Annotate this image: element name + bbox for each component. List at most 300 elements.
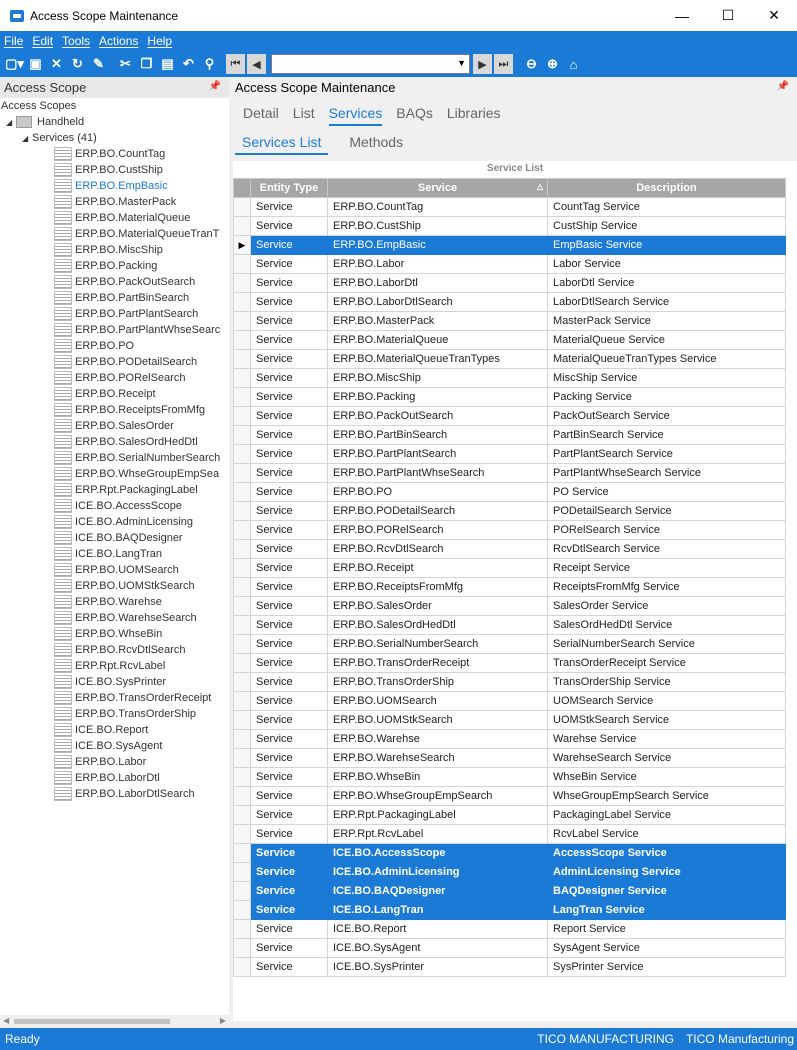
column-header-entity-type[interactable]: Entity Type (251, 179, 328, 198)
tree-item[interactable] (0, 338, 229, 354)
cut-icon[interactable]: ✂ (120, 56, 131, 71)
row-indicator[interactable] (234, 464, 251, 483)
subtab-services-list[interactable]: Services List (235, 134, 328, 155)
cell-service[interactable]: ERP.BO.WarehseSearch (328, 749, 548, 768)
close-button[interactable]: ✕ (768, 7, 780, 23)
cell-entity-type[interactable]: Service (251, 673, 328, 692)
row-indicator[interactable] (234, 844, 251, 863)
tree-item[interactable] (0, 514, 229, 530)
cell-entity-type[interactable]: Service (251, 863, 328, 882)
cell-service[interactable]: ERP.BO.SalesOrdHedDtl (328, 616, 548, 635)
tree-item[interactable] (0, 210, 229, 226)
table-row[interactable] (234, 730, 786, 749)
cell-description[interactable]: UOMSearch Service (548, 692, 786, 711)
table-row[interactable] (234, 293, 786, 312)
cell-description[interactable]: Packing Service (548, 388, 786, 407)
cell-description[interactable]: UOMStkSearch Service (548, 711, 786, 730)
scroll-right-icon[interactable]: ▶ (219, 1016, 226, 1025)
tree-item[interactable] (0, 642, 229, 658)
table-row[interactable] (234, 217, 786, 236)
cell-service[interactable]: ERP.BO.Labor (328, 255, 548, 274)
tree-item[interactable] (0, 562, 229, 578)
cell-entity-type[interactable]: Service (251, 882, 328, 901)
cell-service[interactable]: ICE.BO.Report (328, 920, 548, 939)
table-row[interactable] (234, 274, 786, 293)
table-row[interactable] (234, 540, 786, 559)
tree-item[interactable] (0, 530, 229, 546)
minimize-button[interactable]: — (675, 7, 689, 24)
table-row[interactable] (234, 559, 786, 578)
table-row[interactable] (234, 825, 786, 844)
table-row[interactable] (234, 407, 786, 426)
cell-service[interactable]: ERP.BO.MaterialQueueTranTypes (328, 350, 548, 369)
table-row[interactable] (234, 863, 786, 882)
clear-icon[interactable]: ✎ (93, 56, 104, 71)
cell-description[interactable]: RcvLabel Service (548, 825, 786, 844)
tree-item[interactable] (0, 578, 229, 594)
cell-service[interactable]: ERP.BO.WhseBin (328, 768, 548, 787)
cell-description[interactable]: PackagingLabel Service (548, 806, 786, 825)
tab-detail[interactable]: Detail (243, 105, 279, 121)
tab-list[interactable]: List (292, 105, 315, 121)
cell-service[interactable]: ICE.BO.LangTran (328, 901, 548, 920)
tree-item[interactable] (0, 450, 229, 466)
pin-icon[interactable]: 📌 (208, 81, 221, 92)
cell-service[interactable]: ERP.BO.PackOutSearch (328, 407, 548, 426)
row-indicator[interactable] (234, 293, 251, 312)
chevron-down-icon[interactable]: ▼ (457, 58, 466, 68)
cell-entity-type[interactable]: Service (251, 939, 328, 958)
horizontal-scrollbar[interactable] (0, 1015, 229, 1028)
row-indicator[interactable] (234, 445, 251, 464)
cell-description[interactable]: AdminLicensing Service (548, 863, 786, 882)
tree-item[interactable] (0, 658, 229, 674)
table-row[interactable] (234, 616, 786, 635)
row-indicator[interactable]: ▶ (234, 236, 251, 255)
forward-icon[interactable]: ⊕ (547, 56, 558, 71)
cell-entity-type[interactable]: Service (251, 464, 328, 483)
cell-service[interactable]: ICE.BO.BAQDesigner (328, 882, 548, 901)
cell-description[interactable]: ReceiptsFromMfg Service (548, 578, 786, 597)
tree-item-label: ICE.BO.LangTran (75, 548, 163, 560)
subtab-methods[interactable]: Methods (349, 134, 404, 150)
cell-service[interactable]: ERP.BO.CustShip (328, 217, 548, 236)
row-indicator[interactable] (234, 274, 251, 293)
cell-entity-type[interactable]: Service (251, 521, 328, 540)
row-indicator[interactable] (234, 863, 251, 882)
column-header-service[interactable]: Service △ (328, 179, 548, 198)
row-indicator[interactable] (234, 559, 251, 578)
tree-item[interactable] (0, 418, 229, 434)
cell-service[interactable]: ERP.BO.UOMStkSearch (328, 711, 548, 730)
table-row[interactable] (234, 464, 786, 483)
cell-description[interactable]: MasterPack Service (548, 312, 786, 331)
table-row[interactable] (234, 920, 786, 939)
row-indicator[interactable] (234, 312, 251, 331)
last-record-button[interactable]: ⏭ (494, 54, 513, 74)
table-row[interactable] (234, 502, 786, 521)
cell-service[interactable]: ERP.BO.TransOrderReceipt (328, 654, 548, 673)
cell-service[interactable]: ERP.BO.SerialNumberSearch (328, 635, 548, 654)
row-indicator[interactable] (234, 825, 251, 844)
cell-service[interactable]: ERP.BO.PartPlantWhseSearch (328, 464, 548, 483)
row-indicator[interactable] (234, 749, 251, 768)
pin-icon[interactable]: 📌 (776, 81, 789, 92)
cell-description[interactable]: MaterialQueue Service (548, 331, 786, 350)
cell-entity-type[interactable]: Service (251, 369, 328, 388)
tree-item[interactable] (0, 546, 229, 562)
cell-description[interactable]: Warehse Service (548, 730, 786, 749)
cell-description[interactable]: Receipt Service (548, 559, 786, 578)
cell-entity-type[interactable]: Service (251, 483, 328, 502)
cell-description[interactable]: PartBinSearch Service (548, 426, 786, 445)
search-icon[interactable]: ⚲ (204, 56, 215, 71)
row-indicator[interactable] (234, 692, 251, 711)
service-icon (54, 467, 72, 481)
cell-entity-type[interactable]: Service (251, 749, 328, 768)
cell-entity-type[interactable]: Service (251, 844, 328, 863)
cell-description[interactable]: LaborDtl Service (548, 274, 786, 293)
cell-description[interactable]: PackOutSearch Service (548, 407, 786, 426)
table-row[interactable] (234, 312, 786, 331)
cell-description[interactable]: PO Service (548, 483, 786, 502)
cell-description[interactable]: BAQDesigner Service (548, 882, 786, 901)
cell-description[interactable]: RcvDtlSearch Service (548, 540, 786, 559)
table-row[interactable] (234, 578, 786, 597)
row-indicator[interactable] (234, 730, 251, 749)
cell-entity-type[interactable]: Service (251, 768, 328, 787)
tree-item[interactable] (0, 354, 229, 370)
tree-root[interactable]: Access Scopes (1, 100, 77, 112)
cell-service[interactable]: ERP.Rpt.PackagingLabel (328, 806, 548, 825)
cell-service[interactable]: ERP.BO.EmpBasic (328, 236, 548, 255)
tree-item[interactable] (0, 498, 229, 514)
expand-icon[interactable]: ◢ (22, 133, 29, 143)
cell-description[interactable]: CustShip Service (548, 217, 786, 236)
row-indicator[interactable] (234, 502, 251, 521)
cell-entity-type[interactable]: Service (251, 426, 328, 445)
tree-item[interactable] (0, 594, 229, 610)
row-indicator[interactable] (234, 350, 251, 369)
menu-actions[interactable]: Actions (99, 34, 139, 48)
row-indicator[interactable] (234, 616, 251, 635)
cell-service[interactable]: ERP.BO.PO (328, 483, 548, 502)
cell-description[interactable]: MiscShip Service (548, 369, 786, 388)
tree-item[interactable] (0, 706, 229, 722)
row-indicator[interactable] (234, 217, 251, 236)
cell-service[interactable]: ERP.BO.PODetailSearch (328, 502, 548, 521)
tree-item[interactable] (0, 738, 229, 754)
tree-item[interactable] (0, 226, 229, 242)
cell-description[interactable]: WhseBin Service (548, 768, 786, 787)
row-indicator[interactable] (234, 711, 251, 730)
table-row[interactable] (234, 388, 786, 407)
main-panel-header (231, 77, 797, 98)
cell-service[interactable]: ERP.BO.RcvDtlSearch (328, 540, 548, 559)
cell-service[interactable]: ERP.BO.Packing (328, 388, 548, 407)
table-row[interactable] (234, 426, 786, 445)
tree-item[interactable] (0, 466, 229, 482)
service-icon (54, 275, 72, 289)
tree-item[interactable] (0, 306, 229, 322)
row-indicator[interactable] (234, 901, 251, 920)
tree-item[interactable] (0, 322, 229, 338)
tree-item[interactable] (0, 402, 229, 418)
table-row[interactable] (234, 806, 786, 825)
cell-entity-type[interactable]: Service (251, 350, 328, 369)
tree-item[interactable] (0, 290, 229, 306)
first-record-button[interactable]: ⏮ (226, 54, 245, 74)
cell-description[interactable]: SysAgent Service (548, 939, 786, 958)
cell-entity-type[interactable]: Service (251, 255, 328, 274)
table-row[interactable] (234, 787, 786, 806)
tree-node-handheld[interactable]: ◢ Handheld (6, 116, 85, 128)
menu-help[interactable]: Help (147, 34, 173, 48)
table-row[interactable] (234, 635, 786, 654)
row-indicator[interactable] (234, 407, 251, 426)
cell-entity-type[interactable]: Service (251, 502, 328, 521)
cell-entity-type[interactable]: Service (251, 787, 328, 806)
cell-description[interactable]: AccessScope Service (548, 844, 786, 863)
row-indicator[interactable] (234, 654, 251, 673)
cell-service[interactable]: ERP.BO.Warehse (328, 730, 548, 749)
row-indicator[interactable] (234, 958, 251, 977)
cell-description[interactable]: SerialNumberSearch Service (548, 635, 786, 654)
tree-item[interactable] (0, 386, 229, 402)
tree-item[interactable] (0, 370, 229, 386)
home-icon[interactable]: ⌂ (569, 56, 578, 72)
cell-service[interactable]: ICE.BO.SysAgent (328, 939, 548, 958)
cell-service[interactable]: ERP.BO.MaterialQueue (328, 331, 548, 350)
cell-entity-type[interactable]: Service (251, 445, 328, 464)
tree-item[interactable] (0, 162, 229, 178)
cell-entity-type[interactable]: Service (251, 901, 328, 920)
tree-item[interactable] (0, 626, 229, 642)
cell-service[interactable]: ICE.BO.AdminLicensing (328, 863, 548, 882)
row-indicator[interactable] (234, 939, 251, 958)
cell-description[interactable]: PartPlantSearch Service (548, 445, 786, 464)
cell-description[interactable]: Labor Service (548, 255, 786, 274)
table-row[interactable] (234, 445, 786, 464)
table-row[interactable] (234, 939, 786, 958)
table-row[interactable] (234, 711, 786, 730)
cell-service[interactable]: ERP.BO.LaborDtlSearch (328, 293, 548, 312)
row-indicator[interactable] (234, 388, 251, 407)
table-row[interactable] (234, 882, 786, 901)
tab-libraries[interactable]: Libraries (446, 105, 501, 121)
cell-service[interactable]: ERP.BO.WhseGroupEmpSearch (328, 787, 548, 806)
cell-service[interactable]: ERP.BO.PORelSearch (328, 521, 548, 540)
cell-service[interactable]: ERP.BO.CountTag (328, 198, 548, 217)
row-indicator[interactable] (234, 198, 251, 217)
cell-service[interactable]: ERP.BO.Receipt (328, 559, 548, 578)
table-row[interactable] (234, 654, 786, 673)
service-icon (54, 691, 72, 705)
tree-item[interactable] (0, 146, 229, 162)
cell-description[interactable]: CountTag Service (548, 198, 786, 217)
cell-entity-type[interactable]: Service (251, 578, 328, 597)
tree-item[interactable] (0, 786, 229, 802)
table-row[interactable] (234, 692, 786, 711)
row-indicator[interactable] (234, 331, 251, 350)
cell-description[interactable]: Report Service (548, 920, 786, 939)
cell-entity-type[interactable]: Service (251, 312, 328, 331)
cell-service[interactable]: ERP.BO.TransOrderShip (328, 673, 548, 692)
row-indicator[interactable] (234, 521, 251, 540)
cell-service[interactable]: ERP.BO.PartPlantSearch (328, 445, 548, 464)
cell-entity-type[interactable]: Service (251, 711, 328, 730)
tree-item[interactable] (0, 482, 229, 498)
refresh-icon[interactable]: ↻ (72, 56, 83, 71)
scroll-left-icon[interactable]: ◀ (3, 1016, 10, 1025)
cell-description[interactable]: PODetailSearch Service (548, 502, 786, 521)
cell-description[interactable]: SysPrinter Service (548, 958, 786, 977)
cell-description[interactable]: LaborDtlSearch Service (548, 293, 786, 312)
cell-service[interactable]: ICE.BO.AccessScope (328, 844, 548, 863)
cell-entity-type[interactable]: Service (251, 217, 328, 236)
table-row[interactable] (234, 483, 786, 502)
tree-item[interactable] (0, 610, 229, 626)
table-row[interactable] (234, 198, 786, 217)
cell-description[interactable]: PartPlantWhseSearch Service (548, 464, 786, 483)
cell-service[interactable]: ICE.BO.SysPrinter (328, 958, 548, 977)
cell-description[interactable]: SalesOrdHedDtl Service (548, 616, 786, 635)
row-indicator[interactable] (234, 540, 251, 559)
menu-file[interactable]: File (4, 34, 24, 48)
cell-description[interactable]: PORelSearch Service (548, 521, 786, 540)
menu-edit[interactable]: Edit (32, 34, 54, 48)
cell-entity-type[interactable]: Service (251, 730, 328, 749)
tree-item[interactable] (0, 722, 229, 738)
next-record-button[interactable]: ▶ (473, 54, 492, 74)
undo-icon[interactable]: ↶ (183, 56, 194, 71)
tree-item[interactable] (0, 434, 229, 450)
cell-description[interactable]: SalesOrder Service (548, 597, 786, 616)
cell-description[interactable]: TransOrderShip Service (548, 673, 786, 692)
tree-item[interactable] (0, 674, 229, 690)
cell-entity-type[interactable]: Service (251, 198, 328, 217)
delete-icon[interactable]: ✕ (51, 56, 62, 71)
table-row[interactable] (234, 350, 786, 369)
new-icon[interactable]: ▢▾ (5, 56, 24, 71)
table-row[interactable] (234, 236, 786, 255)
cell-entity-type[interactable]: Service (251, 692, 328, 711)
row-indicator[interactable] (234, 673, 251, 692)
cell-entity-type[interactable]: Service (251, 920, 328, 939)
cell-entity-type[interactable]: Service (251, 597, 328, 616)
row-indicator[interactable] (234, 882, 251, 901)
cell-service[interactable]: ERP.BO.UOMSearch (328, 692, 548, 711)
table-row[interactable] (234, 521, 786, 540)
record-navigator[interactable] (271, 54, 470, 74)
table-row[interactable] (234, 958, 786, 977)
cell-entity-type[interactable]: Service (251, 274, 328, 293)
row-indicator[interactable] (234, 635, 251, 654)
tree-item[interactable] (0, 754, 229, 770)
expand-icon[interactable]: ◢ (6, 117, 13, 127)
table-row[interactable] (234, 255, 786, 274)
column-header-description[interactable]: Description (548, 179, 786, 198)
table-row[interactable] (234, 901, 786, 920)
cell-service[interactable]: ERP.Rpt.RcvLabel (328, 825, 548, 844)
back-icon[interactable]: ⊖ (526, 56, 537, 71)
row-indicator[interactable] (234, 806, 251, 825)
scrollbar-thumb[interactable] (14, 1019, 170, 1024)
menu-tools[interactable]: Tools (62, 34, 91, 48)
row-indicator[interactable] (234, 426, 251, 445)
cell-description[interactable]: EmpBasic Service (548, 236, 786, 255)
table-row[interactable] (234, 844, 786, 863)
cell-entity-type[interactable]: Service (251, 293, 328, 312)
tree-item[interactable] (0, 274, 229, 290)
row-indicator[interactable] (234, 768, 251, 787)
tree-item[interactable] (0, 770, 229, 786)
service-icon (54, 499, 72, 513)
table-row[interactable] (234, 749, 786, 768)
cell-description[interactable]: WhseGroupEmpSearch Service (548, 787, 786, 806)
cell-entity-type[interactable]: Service (251, 958, 328, 977)
tab-services[interactable]: Services (329, 105, 383, 126)
paste-icon[interactable]: ▤ (161, 56, 174, 71)
cell-description[interactable]: MaterialQueueTranTypes Service (548, 350, 786, 369)
cell-entity-type[interactable]: Service (251, 388, 328, 407)
tab-baqs[interactable]: BAQs (396, 105, 433, 121)
table-row[interactable] (234, 673, 786, 692)
row-indicator[interactable] (234, 597, 251, 616)
cell-entity-type[interactable]: Service (251, 331, 328, 350)
table-row[interactable] (234, 597, 786, 616)
table-row[interactable] (234, 331, 786, 350)
cell-description[interactable]: WarehseSearch Service (548, 749, 786, 768)
cell-service[interactable]: ERP.BO.ReceiptsFromMfg (328, 578, 548, 597)
cell-service[interactable]: ERP.BO.PartBinSearch (328, 426, 548, 445)
row-indicator[interactable] (234, 787, 251, 806)
table-row[interactable] (234, 369, 786, 388)
cell-service[interactable]: ERP.BO.MasterPack (328, 312, 548, 331)
cell-entity-type[interactable]: Service (251, 559, 328, 578)
cell-entity-type[interactable]: Service (251, 236, 328, 255)
cell-entity-type[interactable]: Service (251, 654, 328, 673)
row-indicator[interactable] (234, 369, 251, 388)
save-icon[interactable]: ▣ (29, 56, 42, 71)
tree-item[interactable] (0, 258, 229, 274)
tree-item[interactable] (0, 194, 229, 210)
cell-entity-type[interactable]: Service (251, 806, 328, 825)
maximize-button[interactable]: ☐ (721, 7, 735, 23)
cell-service[interactable]: ERP.BO.MiscShip (328, 369, 548, 388)
row-indicator[interactable] (234, 920, 251, 939)
previous-record-button[interactable]: ◀ (247, 54, 266, 74)
cell-entity-type[interactable]: Service (251, 407, 328, 426)
row-indicator[interactable] (234, 578, 251, 597)
table-row[interactable] (234, 768, 786, 787)
cell-service[interactable]: ERP.BO.SalesOrder (328, 597, 548, 616)
cell-description[interactable]: TransOrderReceipt Service (548, 654, 786, 673)
row-indicator[interactable] (234, 255, 251, 274)
tree-item[interactable] (0, 242, 229, 258)
cell-entity-type[interactable]: Service (251, 616, 328, 635)
tree-item[interactable] (0, 178, 229, 194)
cell-service[interactable]: ERP.BO.LaborDtl (328, 274, 548, 293)
copy-icon[interactable]: ❐ (140, 56, 153, 71)
tree-node-services[interactable]: ◢ Services (41) (22, 132, 97, 144)
tree-item[interactable] (0, 690, 229, 706)
cell-description[interactable]: LangTran Service (548, 901, 786, 920)
row-indicator[interactable] (234, 483, 251, 502)
cell-entity-type[interactable]: Service (251, 540, 328, 559)
cell-entity-type[interactable]: Service (251, 825, 328, 844)
cell-entity-type[interactable]: Service (251, 635, 328, 654)
